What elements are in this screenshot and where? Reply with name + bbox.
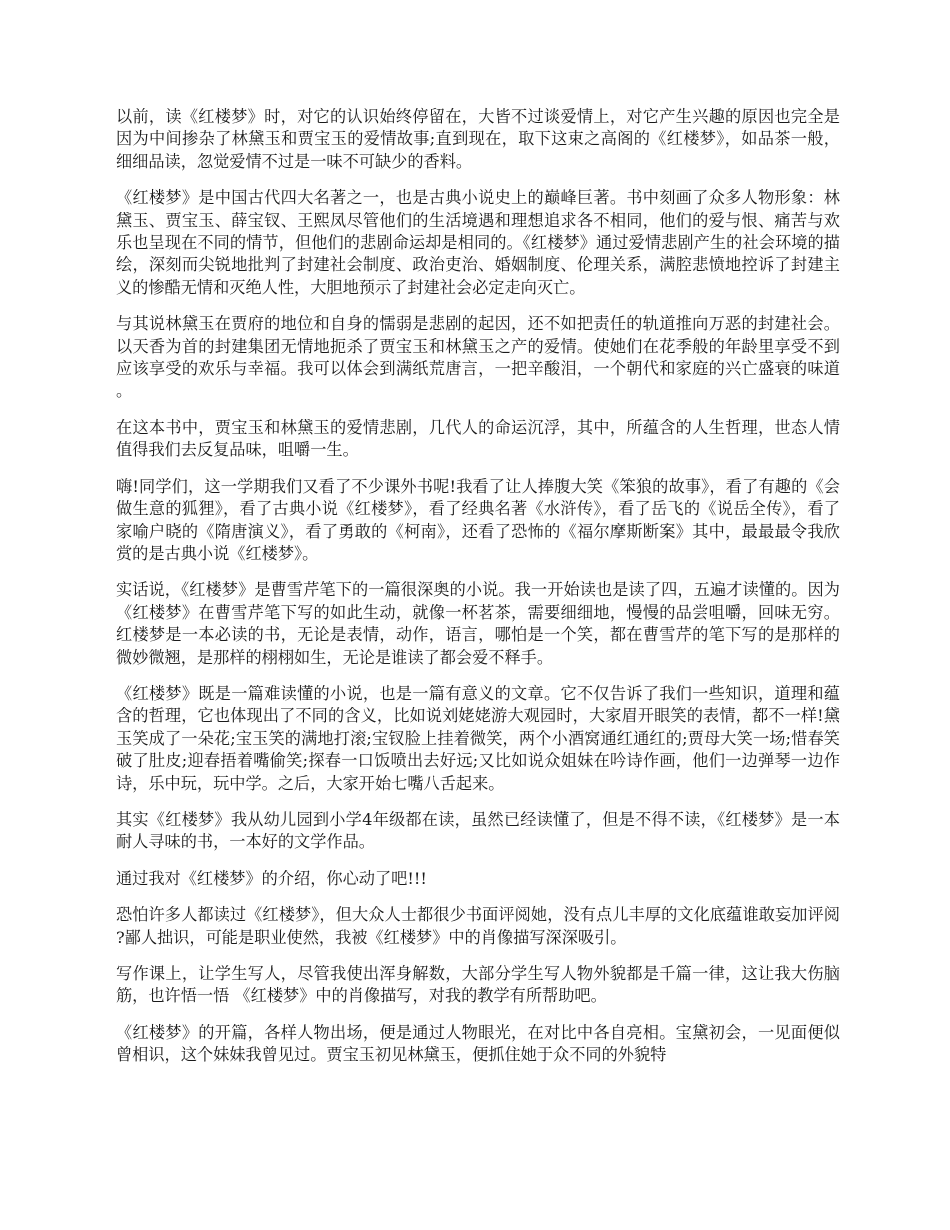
paragraph-12: 《红楼梦》的开篇，各样人物出场，便是通过人物眼光，在对比中各自亮相。宝黛初会，一见面便似曾相识，这个妹妹我曾见过。贾宝玉初见林黛玉，便抓住她于众不同的外貌特 [116, 1022, 840, 1065]
paragraph-10: 恐怕许多人都读过《红楼梦》，但大众人士都很少书面评阅她，没有点儿丰厚的文化底蕴谁敢妄加评阅?鄙人拙识，可能是职业使然，我被《红楼梦》中的肖像描写深深吸引。 [116, 905, 840, 947]
paragraph-6: 实话说，《红楼梦》是曹雪芹笔下的一篇很深奥的小说。我一开始读也是读了四，五遍才读懂的。因为《红楼梦》在曹雪芹笔下写的如此生动，就像一杯茗茶，需要细细地，慢慢的品尝咀嚼，回味无穷。红楼梦是一本必读的书，无论是表情，动作，语言，哪怕是一个笑，都在曹雪芹的笔下写的是那样的微妙微翘，是那样的栩栩如生，无论是谁读了都会爱不释手。 [116, 580, 840, 667]
paragraph-9: 通过我对《红楼梦》的介绍，你心动了吧!!! [116, 868, 427, 888]
paragraph-11: 写作课上，让学生写人，尽管我使出浑身解数，大部分学生写人物外貌都是千篇一律，这让我大伤脑筋，也许悟一悟 《红楼梦》中的肖像描写，对我的教学有所帮助吧。 [116, 964, 840, 1006]
document-body [116, 106, 840, 1081]
paragraph-1: 以前，读《红楼梦》时，对它的认识始终停留在，大皆不过谈爱情上，对它产生兴趣的原因也完全是因为中间掺杂了林黛玉和贾宝玉的爱情故事;直到现在，取下这束之高阁的《红楼梦》，如品茶一般，细细品读，忽觉爱情不过是一味不可缺少的香料。 [116, 107, 840, 171]
paragraph-3: 与其说林黛玉在贾府的地位和自身的懦弱是悲剧的起因，还不如把责任的轨道推向万恶的封建社会。以天香为首的封建集团无情地扼杀了贾宝玉和林黛玉之产的爱情。使她们在花季般的年龄里享受不到应该享受的欢乐与幸福。我可以体会到满纸荒唐言，一把辛酸泪，一个朝代和家庭的兴亡盛衰的味道。 [116, 314, 840, 401]
paragraph-7: 《红楼梦》既是一篇难读懂的小说，也是一篇有意义的文章。它不仅告诉了我们一些知识，道理和蕴含的哲理，它也体现出了不同的含义，比如说刘姥姥游大观园时，大家眉开眼笑的表情，都不一样!黛玉笑成了一朵花;宝玉笑的满地打滚;宝钗脸上挂着微笑，两个小酒窝通红通红的;贾母大笑一场;惜春笑破了肚皮;迎春捂着嘴偷笑;探春一口饭喷出去好远;又比如说众姐妹在吟诗作画，他们一边弹琴一边作诗，乐中玩，玩中学。之后，大家开始七嘴八舌起来。 [116, 683, 840, 793]
paragraph-4: 在这本书中，贾宝玉和林黛玉的爱情悲剧，几代人的命运沉浮，其中，所蕴含的人生哲理，世态人情值得我们去反复品味，咀嚼一生。 [116, 417, 840, 460]
paragraph-2: 《红楼梦》是中国古代四大名著之一，也是古典小说史上的巅峰巨著。书中刻画了众多人物形象：林黛玉、贾宝玉、薛宝钗、王熙凤尽管他们的生活境遇和理想追求各不相同，他们的爱与恨、痛苦与欢乐也呈现在不同的情节，但他们的悲剧命运却是相同的。《红楼梦》通过爱情悲剧产生的社会环境的描绘，深刻而尖锐地批判了封建社会制度、政治吏治、婚姻制度、伦理关系，满腔悲愤地控诉了封建主义的惨酷无情和灭绝人性，大胆地预示了封建社会必定走向灭亡。 [116, 188, 840, 297]
paragraph-5: 嗨!同学们，这一学期我们又看了不少课外书呢!我看了让人捧腹大笑《笨狼的故事》，看了有趣的《会做生意的狐狸》，看了古典小说《红楼梦》，看了经典名著《水浒传》，看了岳飞的《说岳全传》，看了家喻户晓的《隋唐演义》，看了勇敢的《柯南》，还看了恐怖的《福尔摩斯断案》其中，最最最令我欣赏的是古典小说《红楼梦》。 [116, 476, 840, 563]
paragraph-8: 其实《红楼梦》我从幼儿园到小学4年级都在读，虽然已经读懂了，但是不得不读，《红楼梦》是一本耐人寻味的书，一本好的文学作品。 [116, 809, 840, 852]
